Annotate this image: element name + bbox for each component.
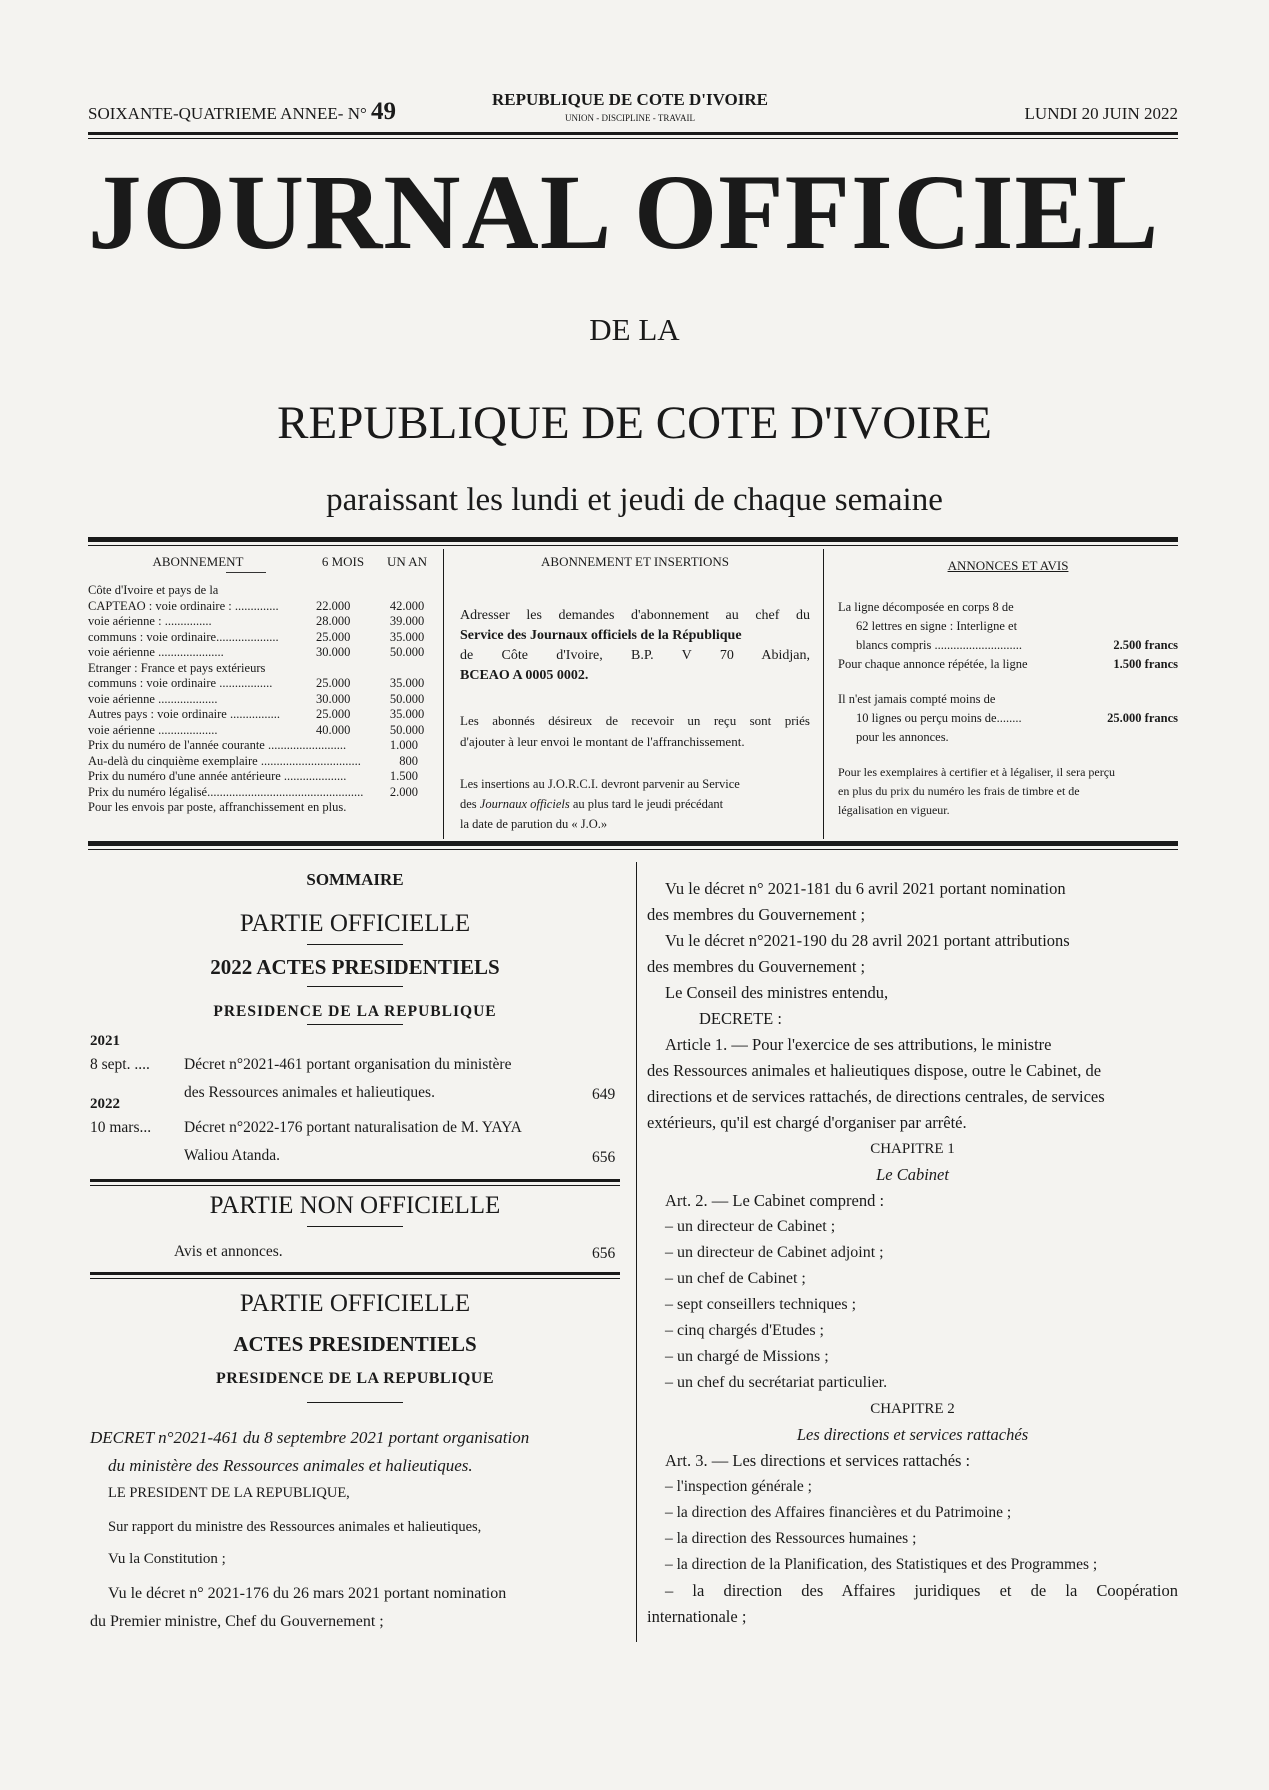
sommaire-year-2021: 2021 bbox=[90, 1033, 120, 1049]
body-underline bbox=[307, 1402, 403, 1403]
abonnement-row-1an bbox=[378, 583, 436, 599]
sommaire-e2-l1: Décret n°2022-176 portant naturalisation de M. YAYA bbox=[184, 1119, 522, 1136]
insertions-p2a: Les abonnés désireux de recevoir un reçu sont priés bbox=[460, 713, 810, 728]
abonnement-row-6mois: 30.000 bbox=[316, 691, 351, 706]
abonnement-row bbox=[88, 692, 436, 708]
abonnement-price-row bbox=[88, 738, 436, 754]
col-6mois: 6 MOIS bbox=[321, 554, 365, 569]
infobox-divider-1 bbox=[443, 549, 444, 839]
abonnement-row-6mois: 40.000 bbox=[316, 722, 351, 737]
abonnement-row-6mois bbox=[316, 583, 378, 599]
cabinet-item: – un chef du secrétariat particulier. bbox=[665, 1374, 888, 1391]
infobox-top-rule bbox=[88, 537, 1178, 542]
motto: UNION - DISCIPLINE - TRAVAIL bbox=[565, 113, 695, 123]
abonnement-row-1an: 42.000 bbox=[389, 598, 425, 613]
annonces-l3-price: 2.500 francs bbox=[1113, 638, 1178, 652]
abonnement-price-value: 1.500 bbox=[389, 769, 418, 783]
sommaire-e1-date: 8 sept. .... bbox=[90, 1056, 150, 1073]
abonnement-row-label: voie aérienne ................... bbox=[88, 722, 218, 737]
abonnement-row-6mois: 28.000 bbox=[316, 614, 351, 628]
sommaire-rule-2-thin bbox=[90, 1278, 620, 1279]
insertions-p1b: Service des Journaux officiels de la République bbox=[460, 628, 742, 643]
abonnement-row bbox=[88, 583, 436, 599]
annonces-l2: 62 lettres en signe : Interligne et bbox=[856, 619, 1018, 633]
abonnement-row-1an: 50.000 bbox=[389, 645, 425, 659]
insertions-p3b2: Journaux officiels bbox=[479, 797, 570, 811]
abonnement-row-1an: 35.000 bbox=[389, 676, 425, 690]
abonnement-row-label: CAPTEAO : voie ordinaire : .............. bbox=[88, 598, 279, 613]
abonnement-row bbox=[88, 707, 436, 723]
infobox-divider-2 bbox=[823, 549, 824, 839]
infobox-bottom-rule bbox=[88, 841, 1178, 846]
vu-190-2: des membres du Gouvernement ; bbox=[647, 957, 866, 976]
cabinet-list bbox=[647, 1214, 1178, 1396]
abonnement-price-value: 2.000 bbox=[389, 784, 418, 799]
annonces-l7: pour les annonces. bbox=[856, 730, 949, 744]
service-item: – la direction des Affaires financières et du Patrimoine ; bbox=[665, 1504, 1012, 1521]
issue-number: 49 bbox=[371, 98, 397, 125]
rapport-line: Sur rapport du ministre des Ressources animales et halieutiques, bbox=[108, 1519, 482, 1535]
abonnement-price-label: Au-delà du cinquième exemplaire ................................ bbox=[88, 753, 361, 768]
col-1an: UN AN bbox=[386, 554, 428, 569]
insertions-p3c: la date de parution du « J.O.» bbox=[460, 817, 608, 831]
cabinet-item: – cinq chargés d'Etudes ; bbox=[665, 1322, 824, 1339]
abonnement-rows bbox=[88, 583, 436, 738]
abonnement-price-row bbox=[88, 754, 436, 770]
abonnement-price-row bbox=[88, 785, 436, 801]
constitution-line: Vu la Constitution ; bbox=[108, 1551, 226, 1567]
issue-date: LUNDI 20 JUIN 2022 bbox=[1024, 104, 1178, 123]
cabinet-item: – un directeur de Cabinet ; bbox=[665, 1218, 836, 1235]
abonnement-row-6mois: 30.000 bbox=[316, 645, 351, 659]
abonnement-row bbox=[88, 661, 436, 677]
annonces-l6-price: 25.000 francs bbox=[1107, 711, 1178, 725]
sommaire-partie-officielle: PARTIE OFFICIELLE bbox=[239, 910, 471, 937]
decrete-line: DECRETE : bbox=[699, 1009, 782, 1028]
sommaire-presidence: PRESIDENCE DE LA REPUBLIQUE bbox=[213, 1003, 497, 1020]
abonnement-row-1an bbox=[378, 661, 436, 677]
abonnement-row bbox=[88, 645, 436, 661]
infobox-top-rule-thin bbox=[88, 545, 1178, 546]
sommaire-underline-4 bbox=[307, 1226, 403, 1227]
abonnement-row-1an: 35.000 bbox=[389, 629, 425, 644]
abonnement-row-6mois: 22.000 bbox=[316, 598, 351, 613]
issue-label: SOIXANTE-QUATRIEME ANNEE- N° bbox=[88, 104, 367, 123]
vu-181-1: Vu le décret n° 2021-181 du 6 avril 2021 portant nomination bbox=[665, 879, 1066, 898]
art1-4: extérieurs, qu'il est chargé d'organiser par arrêté. bbox=[647, 1113, 967, 1132]
conseil-line: Le Conseil des ministres entendu, bbox=[665, 983, 889, 1002]
abonnement-row-1an: 39.000 bbox=[389, 614, 425, 628]
annonces-l5: Il n'est jamais compté moins de bbox=[838, 692, 996, 706]
header-rule-thin bbox=[88, 138, 1178, 139]
cabinet-item: – un chargé de Missions ; bbox=[665, 1348, 829, 1365]
sommaire-underline-1 bbox=[307, 944, 403, 945]
insertions-p3b1: des bbox=[460, 797, 480, 811]
sommaire-actes-2022: 2022 ACTES PRESIDENTIELS bbox=[210, 955, 500, 979]
annonces-block bbox=[838, 556, 1178, 820]
abonnement-row-6mois: 25.000 bbox=[316, 676, 351, 690]
abonnement-price-label: Prix du numéro légalisé.................................................. bbox=[88, 784, 364, 799]
abonnement-price-label: Prix du numéro d'une année antérieure .................... bbox=[88, 769, 347, 783]
president-line: LE PRESIDENT DE LA REPUBLIQUE, bbox=[108, 1485, 350, 1501]
insertions-block bbox=[460, 554, 810, 834]
sommaire-e2-l2: Waliou Atanda. bbox=[184, 1147, 281, 1164]
abonnement-row-label: voie aérienne ................... bbox=[88, 691, 218, 706]
vu-181-2: des membres du Gouvernement ; bbox=[647, 905, 866, 924]
infobox-bottom-rule-thin bbox=[88, 849, 1178, 850]
sommaire-year-2022: 2022 bbox=[90, 1096, 120, 1112]
annonces-l3: blancs compris ............................ bbox=[856, 638, 1022, 652]
sommaire-e1-l1: Décret n°2021-461 portant organisation du ministère bbox=[184, 1056, 512, 1073]
art1-2: des Ressources animales et halieutiques dispose, outre le Cabinet, de bbox=[647, 1061, 1102, 1080]
insertions-p3a: Les insertions au J.O.R.C.I. devront parvenir au Service bbox=[460, 777, 740, 791]
chapitre-2-title: Les directions et services rattachés bbox=[796, 1425, 1029, 1444]
annonces-l6: 10 lignes ou perçu moins de........ bbox=[856, 711, 1022, 725]
annonces-l4: Pour chaque annonce répétée, la ligne bbox=[838, 657, 1028, 671]
sommaire-rule-1-thin bbox=[90, 1185, 620, 1186]
abonnement-row-1an: 50.000 bbox=[389, 722, 425, 737]
last-1: – la direction des Affaires juridiques et de la Coopération bbox=[665, 1581, 1178, 1600]
services-list bbox=[647, 1474, 1178, 1578]
vu-176-1: Vu le décret n° 2021-176 du 26 mars 2021 portant nomination bbox=[108, 1585, 507, 1602]
abonnement-prices bbox=[88, 738, 436, 800]
sommaire-rule-1 bbox=[90, 1179, 620, 1182]
abonnement-price-row bbox=[88, 769, 436, 785]
abonnement-row-label: voie aérienne ..................... bbox=[88, 645, 224, 659]
sommaire-avis-page: 656 bbox=[592, 1245, 616, 1262]
header-rule bbox=[88, 132, 1178, 135]
body-actes-presidentiels: ACTES PRESIDENTIELS bbox=[233, 1332, 477, 1356]
masthead-country: REPUBLIQUE DE COTE D'IVOIRE bbox=[277, 397, 992, 449]
sommaire-partie-non-officielle: PARTIE NON OFFICIELLE bbox=[209, 1192, 501, 1219]
column-divider bbox=[636, 862, 637, 1642]
sommaire-e2-date: 10 mars... bbox=[90, 1119, 152, 1136]
decret-title bbox=[90, 1424, 622, 1480]
sommaire-title: SOMMAIRE bbox=[306, 870, 404, 889]
insertions-p1c: de Côte d'Ivoire, B.P. V 70 Abidjan, bbox=[460, 648, 810, 663]
vu-176 bbox=[90, 1580, 622, 1636]
abonnement-row bbox=[88, 614, 436, 630]
vu-176-2: du Premier ministre, Chef du Gouvernement ; bbox=[90, 1613, 384, 1630]
issue-line bbox=[88, 98, 396, 126]
art3-line: Art. 3. — Les directions et services rattachés : bbox=[665, 1451, 971, 1470]
chapitre-1-title: Le Cabinet bbox=[876, 1165, 949, 1184]
decret-title-2: du ministère des Ressources animales et halieutiques. bbox=[108, 1456, 473, 1475]
cabinet-item: – sept conseillers techniques ; bbox=[665, 1296, 857, 1313]
republic-heading: REPUBLIQUE DE COTE D'IVOIRE bbox=[492, 90, 768, 109]
art2-line: Art. 2. — Le Cabinet comprend : bbox=[665, 1191, 885, 1210]
abonnement-row-label: communs : voie ordinaire.................... bbox=[88, 629, 279, 644]
annonces-l8: Pour les exemplaires à certifier et à légaliser, il sera perçu bbox=[838, 765, 1116, 779]
abonnement-row-label: Etranger : France et pays extérieurs bbox=[88, 660, 266, 675]
sommaire-avis: Avis et annonces. bbox=[174, 1243, 283, 1260]
abonnement-row-label: Autres pays : voie ordinaire ................ bbox=[88, 707, 280, 721]
insertions-p1d: BCEAO A 0005 0002. bbox=[460, 668, 589, 683]
service-item: – la direction des Ressources humaines ; bbox=[665, 1530, 917, 1547]
sommaire-e1-l2: des Ressources animales et halieutiques. bbox=[184, 1084, 435, 1101]
annonces-l1: La ligne décomposée en corps 8 de bbox=[838, 600, 1014, 614]
abonnement-head: ABONNEMENT bbox=[152, 554, 244, 569]
masthead-title: JOURNAL OFFICIEL bbox=[88, 154, 1160, 272]
abonnement-price-label: Prix du numéro de l'année courante ......................... bbox=[88, 738, 347, 752]
vu-190-1: Vu le décret n°2021-190 du 28 avril 2021 portant attributions bbox=[665, 931, 1070, 950]
sommaire-rule-2 bbox=[90, 1272, 620, 1275]
abonnement-row-6mois: 25.000 bbox=[316, 629, 351, 644]
service-item: – la direction de la Planification, des Statistiques et des Programmes ; bbox=[665, 1556, 1098, 1573]
abonnement-price-value: 1.000 bbox=[389, 738, 418, 752]
insertions-p2b: d'ajouter à leur envoi le montant de l'affranchissement. bbox=[460, 734, 745, 749]
last-2: internationale ; bbox=[647, 1607, 747, 1626]
body-partie-officielle: PARTIE OFFICIELLE bbox=[239, 1290, 471, 1317]
masthead-frequency: paraissant les lundi et jeudi de chaque semaine bbox=[326, 482, 943, 518]
sommaire-e2-page: 656 bbox=[592, 1149, 616, 1166]
abonnement-row-label: communs : voie ordinaire ................. bbox=[88, 676, 273, 690]
sommaire-underline-3 bbox=[307, 1024, 403, 1025]
abonnement-row-1an: 50.000 bbox=[389, 691, 425, 706]
abonnement-row bbox=[88, 599, 436, 615]
insertions-p1a: Adresser les demandes d'abonnement au chef du bbox=[460, 608, 810, 623]
annonces-head: ANNONCES ET AVIS bbox=[947, 558, 1069, 573]
abonnement-row bbox=[88, 630, 436, 646]
art1-1: Article 1. — Pour l'exercice de ses attributions, le ministre bbox=[665, 1035, 1052, 1054]
body-right-top bbox=[647, 876, 1178, 1630]
abonnement-row-label: voie aérienne : ............... bbox=[88, 614, 212, 628]
abonnement-row-1an: 35.000 bbox=[389, 707, 425, 721]
chapitre-2: CHAPITRE 2 bbox=[870, 1401, 955, 1417]
abonnement-row-label: Côte d'Ivoire et pays de la bbox=[88, 583, 219, 597]
body-presidence: PRESIDENCE DE LA REPUBLIQUE bbox=[216, 1370, 494, 1387]
chapitre-1: CHAPITRE 1 bbox=[870, 1141, 955, 1157]
sommaire-underline-2 bbox=[307, 986, 403, 987]
annonces-l9: en plus du prix du numéro les frais de timbre et de bbox=[838, 784, 1080, 798]
abonnement-row bbox=[88, 676, 436, 692]
masthead-de-la: DE LA bbox=[589, 312, 680, 347]
abonnement-row bbox=[88, 723, 436, 739]
abonnement-note: Pour les envois par poste, affranchissement en plus. bbox=[88, 800, 347, 814]
service-item: – l'inspection générale ; bbox=[665, 1478, 812, 1495]
art1-3: directions et de services rattachés, de directions centrales, de services bbox=[647, 1087, 1105, 1106]
cabinet-item: – un chef de Cabinet ; bbox=[665, 1270, 806, 1287]
cabinet-item: – un directeur de Cabinet adjoint ; bbox=[665, 1244, 884, 1261]
insertions-p3b3: au plus tard le jeudi précédant bbox=[569, 797, 724, 811]
insertions-head: ABONNEMENT ET INSERTIONS bbox=[541, 554, 729, 569]
abonnement-price-value: 800 bbox=[399, 753, 418, 768]
decret-title-1: DECRET n°2021-461 du 8 septembre 2021 portant organisation bbox=[90, 1428, 530, 1447]
abonnement-table bbox=[88, 554, 436, 816]
sommaire-e1-page: 649 bbox=[592, 1086, 616, 1103]
abonnement-row-6mois: 25.000 bbox=[316, 707, 351, 721]
abonnement-row-6mois bbox=[316, 661, 378, 677]
annonces-l4-price: 1.500 francs bbox=[1113, 657, 1178, 671]
annonces-l10: légalisation en vigueur. bbox=[838, 803, 950, 817]
